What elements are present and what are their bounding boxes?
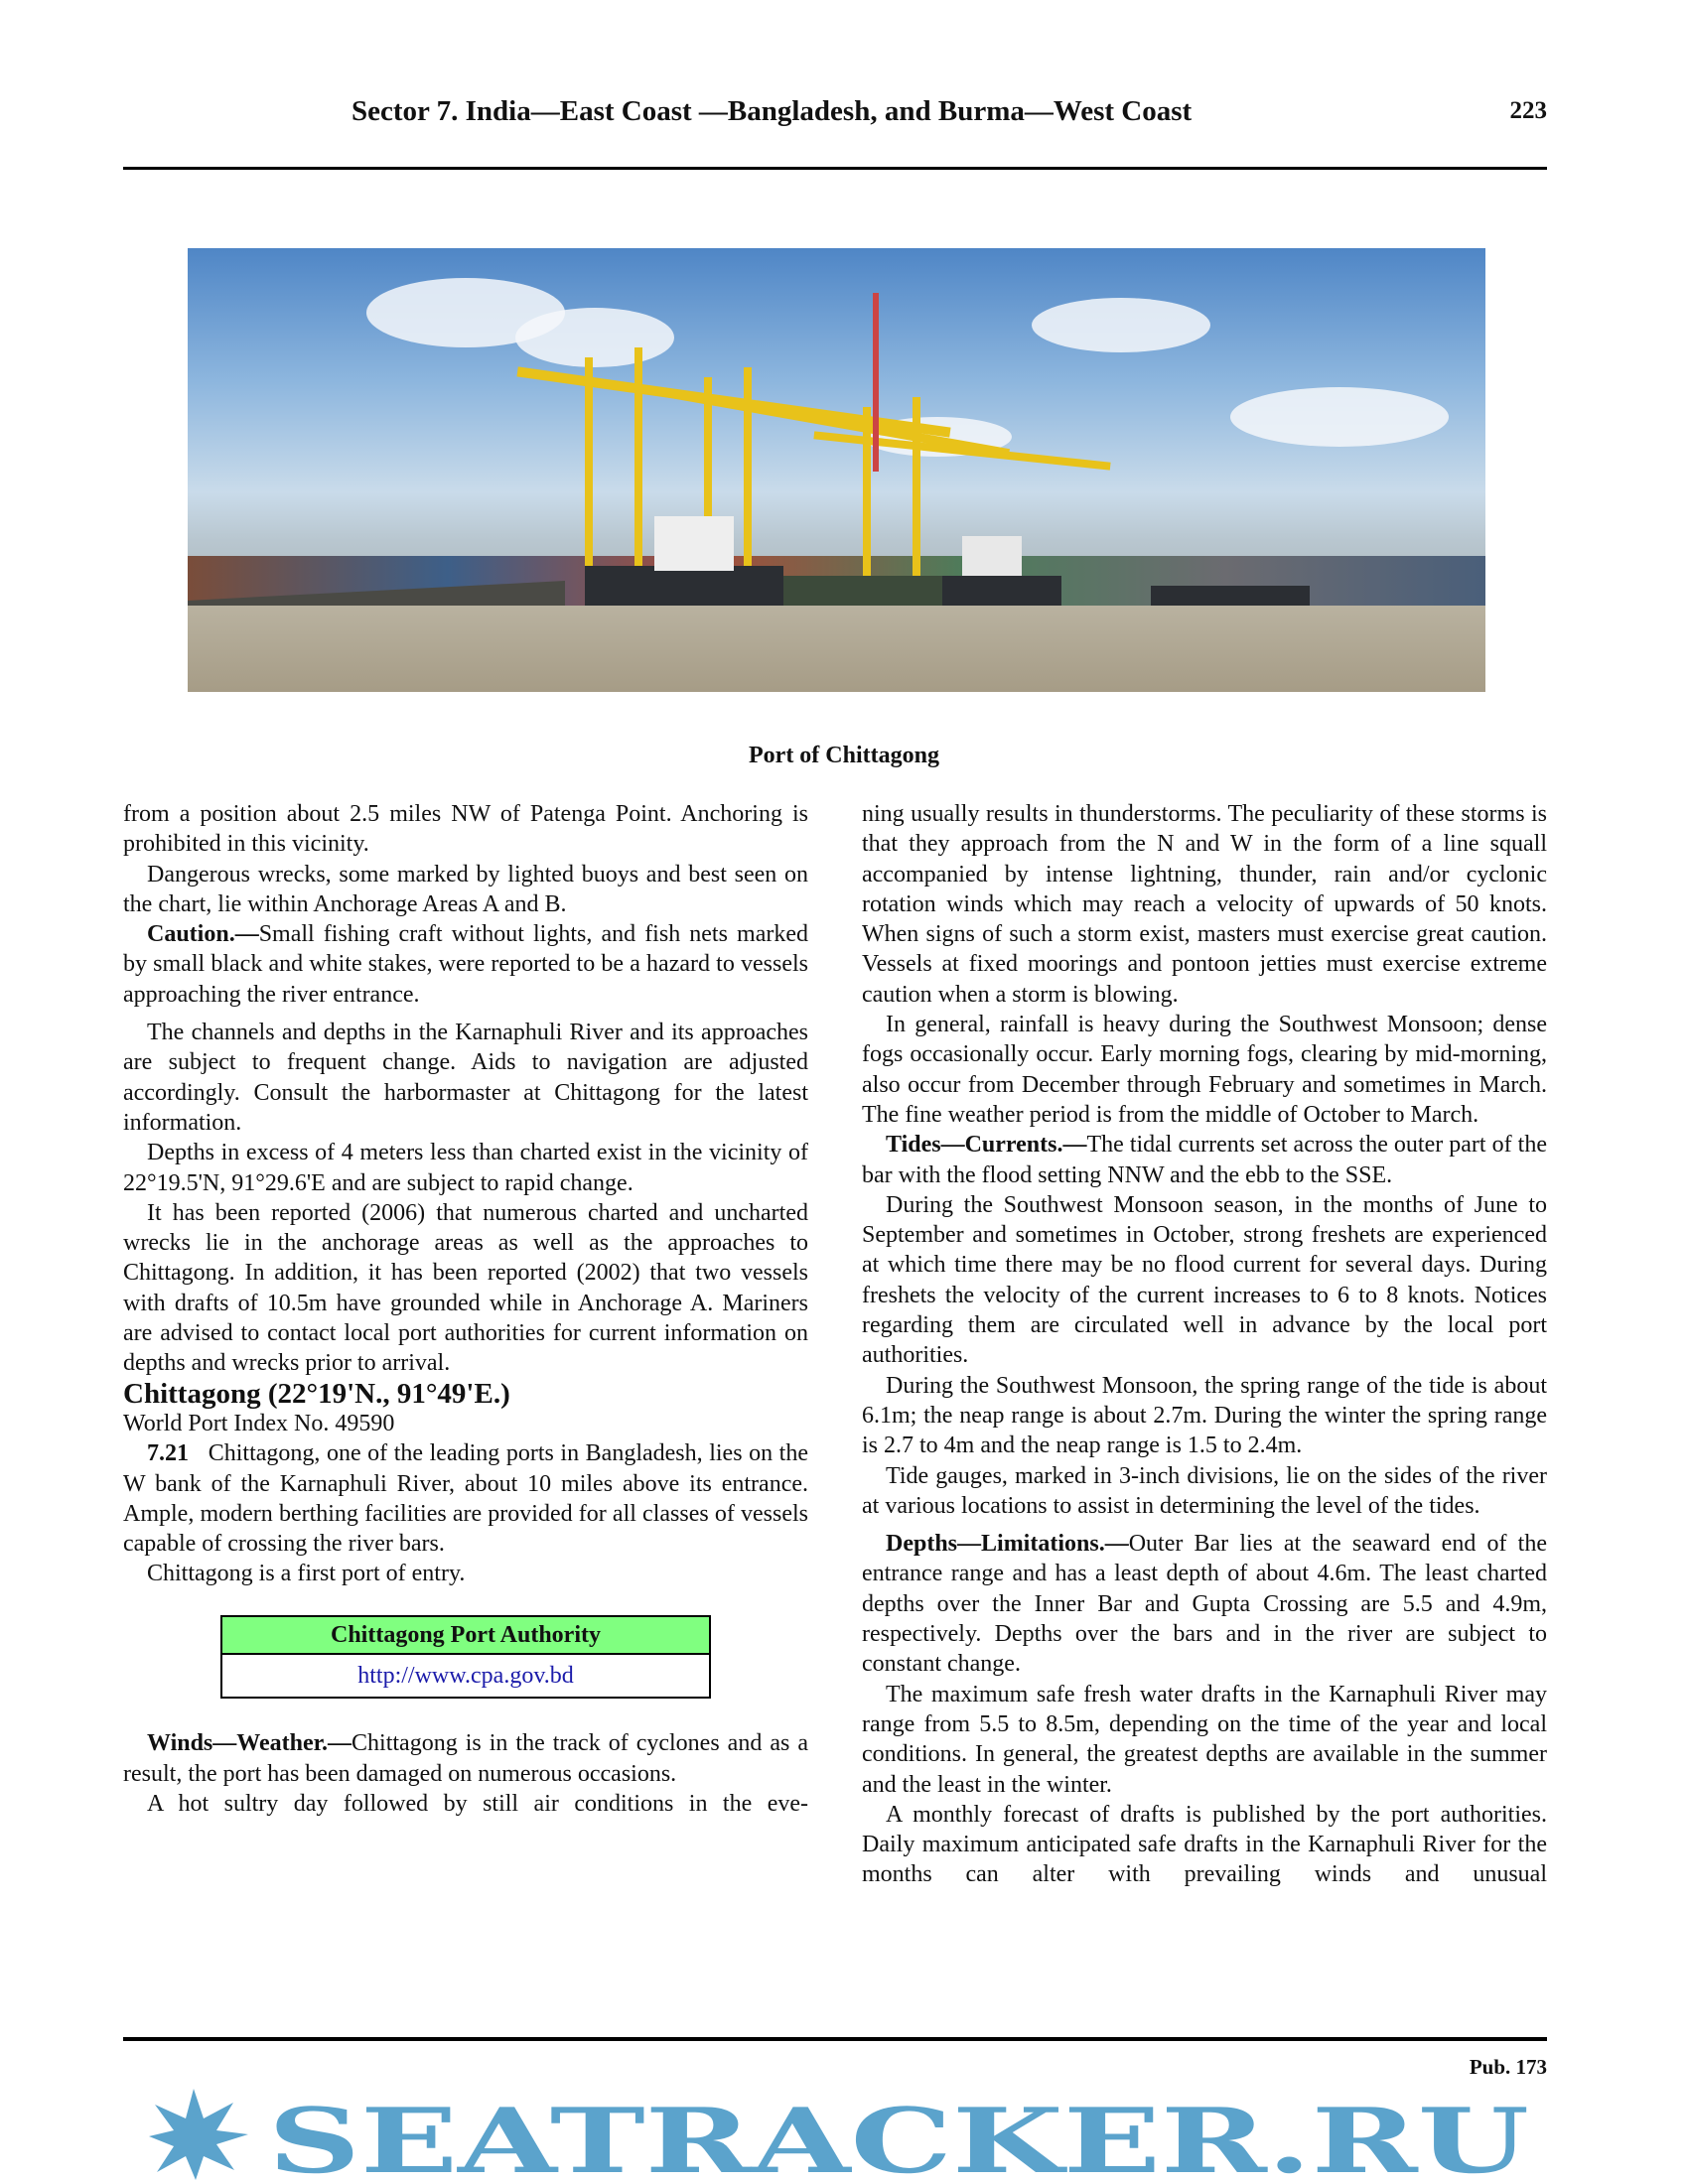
run-in-heading: Caution.— (147, 921, 259, 948)
paragraph-tides (862, 1130, 1547, 1190)
port-authority-link[interactable]: http://www.cpa.gov.bd (357, 1663, 574, 1690)
paragraph: In general, rainfall is heavy during the Southwest Monsoon; dense fogs occasionally occur. Early morning fogs, clearing by mid-morning, also occur from December through February and sometimes in March. The fine weather period is from the middle of October to March. (862, 1012, 1547, 1128)
paragraph: It has been reported (2006) that numerous charted and uncharted wrecks lie in the anchorage areas as well as the approaches to Chittagong. In addition, it has been reported (2002) that two vessels with drafts of 10.5m have grounded while in Anchorage A. Mariners are advised to contact local port authorities for current information on depths and wrecks prior to arrival. (123, 1199, 808, 1377)
paragraph: Depths in excess of 4 meters less than charted exist in the vicinity of 22°19.5'N, 91°29.6'E and are subject to rapid change. (123, 1140, 808, 1196)
port-authority-title: Chittagong Port Authority (222, 1617, 709, 1655)
paragraph: During the Southwest Monsoon, the spring range of the tide is about 6.1m; the neap range is about 2.7m. During the winter the spring range is 2.7 to 4m and the neap range is 1.5 to 2.4m. (862, 1372, 1547, 1459)
world-port-index: World Port Index No. 49590 (123, 1410, 395, 1436)
paragraph-text: The tidal currents set across the outer part of the bar with the flood setting NNW and the ebb to the SSE. (862, 1132, 1547, 1188)
run-in-heading: Tides—Currents.— (886, 1132, 1087, 1159)
left-column (123, 799, 808, 1819)
paragraph: ning usually results in thunderstorms. The peculiarity of these storms is that they approach from the N and W in the form of a line squall accompanied by intense lightning, thunder, rain and/or cyclonic rotation winds which may reach a velocity of upwards of 50 knots. When signs of such a storm exist, masters must exercise great caution. Vessels at fixed moorings and pontoon jetties must exercise extreme caution when a storm is blowing. (862, 801, 1547, 1008)
header-rule (123, 167, 1547, 170)
paragraph: Dangerous wrecks, some marked by lighted buoys and best seen on the chart, lie within Anchorage Areas A and B. (123, 861, 808, 917)
paragraph: from a position about 2.5 miles NW of Patenga Point. Anchoring is prohibited in this vicinity. (123, 801, 808, 858)
page-header (123, 95, 1547, 135)
paragraph: During the Southwest Monsoon season, in the months of June to September and sometimes in October, strong freshets are experienced at which time there may be no flood current for several days. During freshets the velocity of the current increases to 6 to 8 knots. Notices regarding them are circulated well in advance by the local port authorities. (862, 1191, 1547, 1369)
run-in-heading: Depths—Limitations.— (886, 1531, 1129, 1558)
paragraph: The channels and depths in the Karnaphuli River and its approaches are subject to frequent change. Aids to navigation are adjusted accordingly. Consult the harbormaster at Chittagong for the latest information. (123, 1020, 808, 1136)
paragraph: A hot sultry day followed by still air conditions in the eve- (147, 1790, 808, 1817)
paragraph-caution (123, 919, 808, 1010)
section-number: 7.21 (147, 1440, 189, 1467)
port-authority-box (220, 1615, 711, 1700)
section-heading: Chittagong (22°19'N., 91°49'E.) (123, 1377, 510, 1410)
figure-caption: Port of Chittagong (749, 743, 939, 768)
paragraph: Tide gauges, marked in 3-inch divisions, lie on the sides of the river at various locations to assist in determining the level of the tides. (862, 1462, 1547, 1519)
paragraph-7-21 (123, 1438, 808, 1559)
paragraph-text: Chittagong, one of the leading ports in Bangladesh, lies on the W bank of the Karnaphuli River, about 10 miles above its entrance. Ample, modern berthing facilities are provided for all classes of vessels capable of crossing the river bars. (123, 1440, 808, 1558)
paragraph-winds (123, 1728, 808, 1789)
svg-text:SEATRACKER.RU: SEATRACKER.RU (268, 2089, 1529, 2180)
paragraph-text: Chittagong is in the track of cyclones and as a result, the port has been damaged on numerous occasions. (123, 1730, 808, 1787)
page-number: 223 (1509, 97, 1547, 124)
run-in-heading: Winds—Weather.— (147, 1730, 352, 1757)
paragraph: The maximum safe fresh water drafts in the Karnaphuli River may range from 5.5 to 8.5m, depending on the time of the year and local conditions. In general, the greatest depths are available in the summer and the least in the winter. (862, 1681, 1547, 1798)
running-title: Sector 7. India—East Coast —Bangladesh, and Burma—West Coast (352, 95, 1193, 127)
paragraph-text: Outer Bar lies at the seaward end of the entrance range and has a least depth of about 4.6m. The least charted depths over the Inner Bar and Gupta Crossing are 5.5 and 4.9m, respectively. Depths over the bars and in the river are subject to constant change. (862, 1531, 1547, 1678)
paragraph-text: Small fishing craft without lights, and fish nets marked by small black and white stakes, were reported to be a hazard to vessels approaching the river entrance. (123, 921, 808, 1008)
footer-rule (123, 2037, 1547, 2041)
star-logo-icon (149, 2089, 248, 2180)
paragraph: A monthly forecast of drafts is published by the port authorities. Daily maximum anticipated safe drafts in the Karnaphuli River for the months can alter with prevailing winds and unusual (862, 1801, 1547, 1888)
paragraph: Chittagong is a first port of entry. (147, 1561, 466, 1587)
port-photo (188, 248, 1485, 692)
publication-number: Pub. 173 (1469, 2055, 1547, 2079)
paragraph-depths (862, 1529, 1547, 1679)
right-column (862, 799, 1547, 1890)
seatracker-watermark (149, 2089, 1539, 2180)
